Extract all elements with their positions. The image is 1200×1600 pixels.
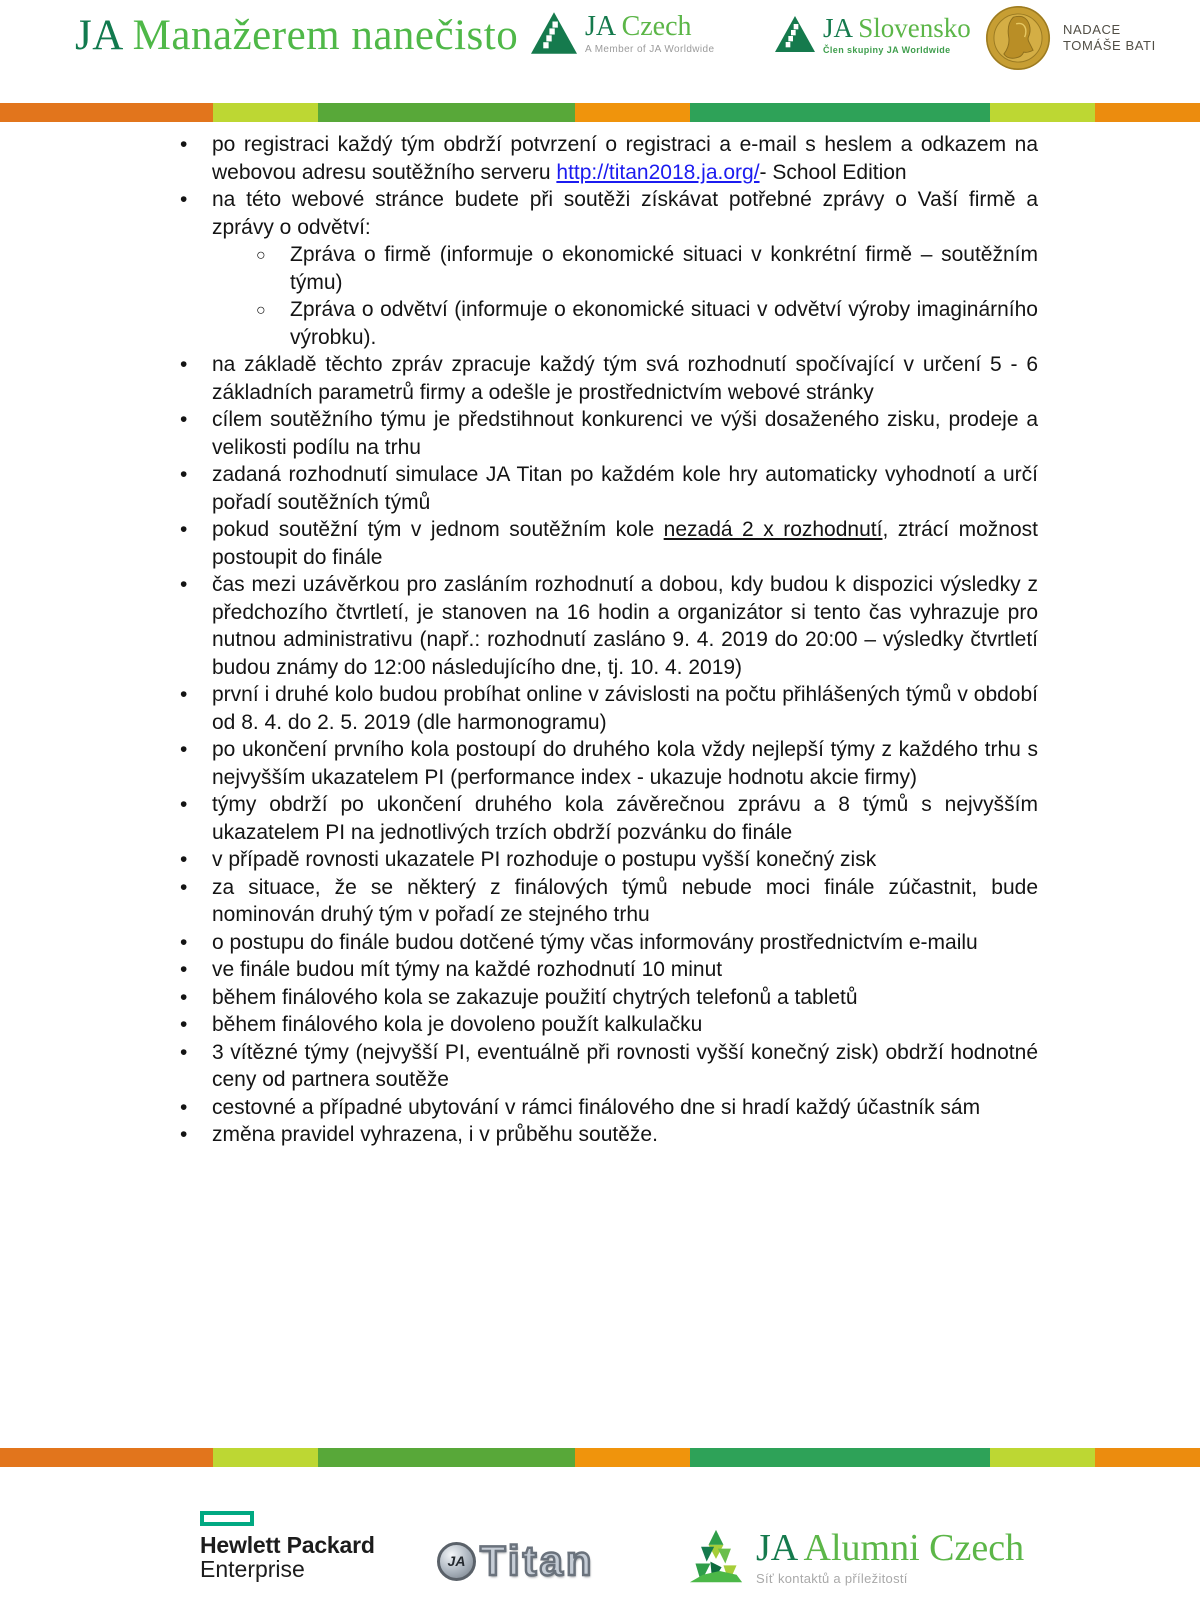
page-title [75,12,518,60]
top-stripe-bar [0,103,1200,122]
disc-bullet-icon: • [180,133,188,156]
ja-slovensko-tagline: Člen skupiny JA Worldwide [823,45,951,55]
alumni-wordmark [756,1528,1024,1568]
list-item [178,984,1038,1012]
stripe-segment [318,1448,575,1467]
list-item [178,131,1038,186]
text-segment: během finálového kola je dovoleno použít kalkulačku [212,1013,703,1036]
alumni-tagline: Síť kontaktů a příležitostí [756,1571,908,1586]
list-item [178,736,1038,791]
stripe-segment [0,103,213,122]
ja-badge-icon: JA [437,1542,476,1581]
underlined-text: nezadá 2 x rozhodnutí [663,518,883,541]
disc-bullet-icon: • [180,848,188,871]
disc-bullet-icon: • [180,1013,188,1036]
stripe-segment [1095,103,1200,122]
text-segment: za situace, že se některý z finálových týmů nebude moci finále zúčastnit, bude nominován druhý tým v pořadí ze stejného trhu [212,875,1038,926]
list-item [178,406,1038,461]
titan-server-link[interactable]: http://titan2018.ja.org/ [556,160,760,184]
ja-titan-logo [437,1537,595,1585]
text-segment: po registraci každý tým obdrží potvrzení o registraci a e-mail s heslem a odkazem na webovou adresu soutěžního serveru [212,133,1038,184]
text-segment: v případě rovnosti ukazatele PI rozhoduje o postupu vyšší konečný zisk [212,848,877,871]
disc-bullet-icon: • [180,573,188,596]
list-item [178,846,1038,874]
text-segment: - School Edition [759,160,907,184]
disc-bullet-icon: • [180,1095,188,1119]
list-item [178,1011,1038,1039]
text-segment: cílem soutěžního týmu je předstihnout konkurenci ve výši dosaženého zisku, prodeje a velikosti podílu na trhu [212,408,1038,459]
list-item [178,956,1038,984]
text-segment: změna pravidel vyhrazena, i v průběhu soutěže. [212,1123,658,1146]
hpe-line1: Hewlett Packard [200,1532,375,1558]
ja-czech-logo [531,12,714,55]
nadace-line1: NADACE [1063,22,1121,37]
ja-czech-ja: JA [585,11,615,42]
nadace-line2: TOMÁŠE BATI [1063,38,1156,53]
rules-list [178,131,1038,1149]
text-segment: na této webové stránce budete při soutěži získávat potřebné zprávy o Vaší firmě a zprávy o odvětví: [212,188,1038,239]
alumni-name: Alumni Czech [796,1527,1025,1569]
circle-bullet-icon: ○ [256,247,266,264]
ja-alumni-czech-logo [688,1528,1024,1586]
text-segment: , ztrácí možnost postoupit do finále [212,518,1038,569]
titan-wordmark: Titan [480,1537,595,1584]
list-item [178,461,1038,516]
disc-bullet-icon: • [180,463,188,486]
ja-czech-wordmark [585,12,714,42]
stripe-segment [575,103,690,122]
list-item [178,516,1038,571]
disc-bullet-icon: • [180,188,188,211]
stripe-segment [0,1448,213,1467]
stripe-segment [990,1448,1095,1467]
ja-triangle-icon [531,12,577,54]
disc-bullet-icon: • [180,518,188,541]
stripe-segment [690,1448,990,1467]
page-title-ja: JA [75,12,122,59]
list-item [178,351,1038,406]
stripe-segment [213,1448,318,1467]
hpe-rectangle-icon [200,1511,254,1526]
text-segment: pokud soutěžní tým v jednom soutěžním kole [212,518,664,541]
disc-bullet-icon: • [180,353,188,376]
nadace-tomase-bati-logo [985,5,1156,71]
list-item [178,929,1038,957]
text-segment: ve finále budou mít týmy na každé rozhodnutí 10 minut [212,958,723,981]
disc-bullet-icon: • [180,1123,188,1146]
stripe-segment [575,1448,690,1467]
text-segment: o postupu do finále budou dotčené týmy včas informovány prostřednictvím e-mailu [212,930,978,954]
disc-bullet-icon: • [180,793,188,816]
stripe-segment [690,103,990,122]
text-segment: první i druhé kolo budou probíhat online v závislosti na počtu přihlášených týmů v období od 8. 4. do 2. 5. 2019 (dle harmonogramu) [212,683,1038,734]
list-item [178,681,1038,736]
disc-bullet-icon: • [180,930,188,954]
list-item [178,241,1038,296]
hpe-line2: Enterprise [200,1556,305,1582]
text-segment: týmy obdrží po ukončení druhého kola závěrečnou zprávu a 8 týmů s nejvyšším ukazatelem PI na jednotlivých trzích obdrží pozvánku do finále [212,793,1038,844]
ja-slovensko-name: Slovensko [851,13,971,43]
stripe-segment [990,103,1095,122]
disc-bullet-icon: • [180,958,188,981]
alumni-ja: JA [756,1527,797,1569]
text-segment: Zpráva o firmě (informuje o ekonomické situaci v konkrétní firmě – soutěžním týmu) [290,243,1038,294]
disc-bullet-icon: • [180,408,188,431]
list-item [178,874,1038,929]
ja-slovensko-wordmark [823,14,971,43]
page-title-rest: Manažerem nanečisto [121,12,519,59]
ja-triangle-icon [775,14,815,54]
text-segment: Zpráva o odvětví (informuje o ekonomické situaci v odvětví výroby imaginárního výrobku). [290,298,1038,349]
disc-bullet-icon: • [180,738,188,761]
disc-bullet-icon: • [180,1040,188,1064]
disc-bullet-icon: • [180,875,188,899]
text-segment: 3 vítězné týmy (nejvyšší PI, eventuálně při rovnosti vyšší konečný zisk) obdrží hodnotné ceny od partnera soutěže [212,1040,1038,1091]
list-item [178,1094,1038,1122]
text-segment: čas mezi uzávěrkou pro zasláním rozhodnutí a dobou, kdy budou k dispozici výsledky z předchozího čtvrtletí, je stanoven na 16 hodin a organizátor si tento čas vyhrazuje pro nutnou administrativu (např.: rozhodnutí zasláno 9. 4. 2019 do 20:00 – výsledky čtvrtletí budou známy do 12:00 následujícího dne, tj. 10. 4. 2019) [212,573,1038,679]
stripe-segment [1095,1448,1200,1467]
list-item [178,791,1038,846]
hpe-logo [200,1511,375,1581]
ja-slovensko-logo [775,14,971,55]
text-segment: zadaná rozhodnutí simulace JA Titan po každém kole hry automaticky vyhodnotí a určí pořadí soutěžních týmů [212,463,1038,514]
bottom-stripe-bar [0,1448,1200,1467]
ja-slovensko-ja: JA [823,13,852,43]
ja-czech-name: Czech [614,11,692,42]
list-item [178,1039,1038,1094]
nadace-text [1063,22,1156,54]
text-segment: během finálového kola se zakazuje použití chytrých telefonů a tabletů [212,985,858,1009]
list-item [178,296,1038,351]
disc-bullet-icon: • [180,683,188,706]
text-segment: po ukončení prvního kola postoupí do druhého kola vždy nejlepší týmy z každého trhu s nejvyšším ukazatelem PI (performance index - ukazuje hodnotu akcie firmy) [212,738,1038,789]
stripe-segment [318,103,575,122]
ja-czech-tagline: A Member of JA Worldwide [585,44,715,55]
alumni-triangle-icon [688,1528,744,1586]
disc-bullet-icon: • [180,985,188,1009]
rules-content [178,131,1038,1149]
medallion-icon [985,5,1051,71]
list-item [178,571,1038,681]
text-segment: na základě těchto zpráv zpracuje každý tým svá rozhodnutí spočívající v určení 5 - 6 základních parametrů firmy a odešle je prostřednictvím webové stránky [212,353,1038,404]
text-segment: cestovné a případné ubytování v rámci finálového dne si hradí každý účastník sám [212,1095,981,1119]
circle-bullet-icon: ○ [256,302,266,319]
list-item [178,1121,1038,1149]
stripe-segment [213,103,318,122]
list-item [178,186,1038,241]
